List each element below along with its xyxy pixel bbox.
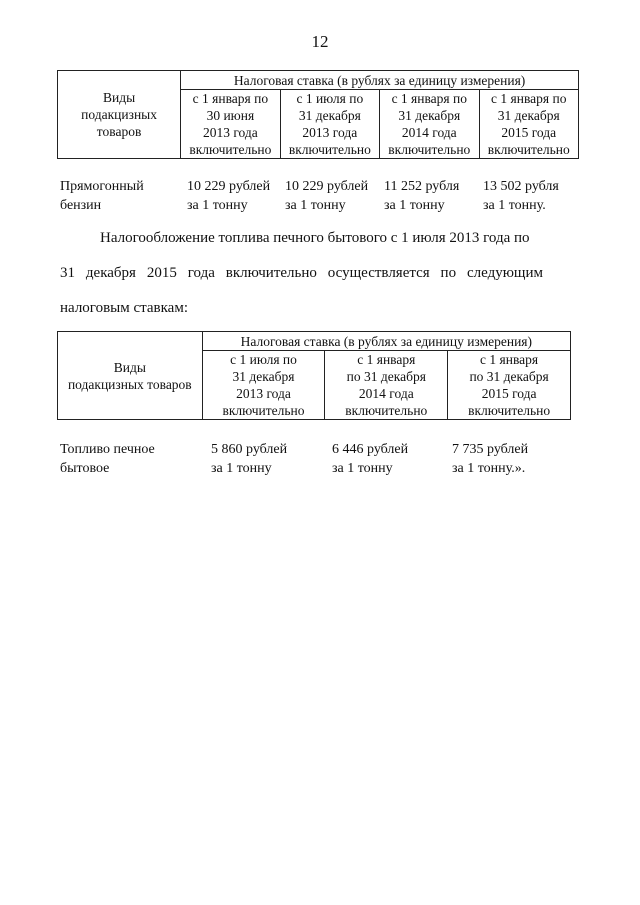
rate-unit: за 1 тонну.». [452, 461, 526, 476]
product-line: Прямогонный [60, 179, 144, 194]
period-line: 31 декабря [232, 369, 295, 384]
period-line: 2013 года [202, 125, 258, 140]
period-line: включительно [288, 142, 371, 157]
rate-value [452, 440, 528, 478]
period-line: 30 июня [206, 108, 255, 123]
period-cell [202, 351, 325, 420]
period-cell [479, 90, 578, 159]
period-line: включительно [345, 403, 428, 418]
period-line: 2015 года [501, 125, 557, 140]
product-line: бытовое [60, 461, 110, 476]
paragraph-line-3: налоговым ставкам: [60, 300, 188, 316]
period-line: по 31 декабря [346, 369, 426, 384]
product-line: Топливо печное [60, 442, 155, 457]
rate-unit: за 1 тонну [211, 461, 272, 476]
rate-header: Налоговая ставка (в рублях за единицу измерения) [181, 71, 579, 90]
period-cell [325, 351, 448, 420]
period-line: с 1 января по [192, 91, 269, 106]
rate-amount: 5 860 рублей [211, 442, 288, 457]
rate-value [187, 177, 270, 215]
period-line: включительно [487, 142, 570, 157]
period-line: с 1 января по [391, 91, 467, 106]
rate-amount: 11 252 рубля [384, 179, 460, 194]
types-header-line: Виды [113, 359, 146, 375]
tax-rate-table-gasoline [57, 70, 579, 159]
rate-unit: за 1 тонну [384, 198, 445, 213]
period-line: с 1 января [480, 352, 539, 367]
period-line: 31 декабря [298, 108, 361, 123]
period-line: 2013 года [236, 386, 291, 401]
types-header-line: подакцизных товаров [67, 376, 192, 392]
rate-header: Налоговая ставка (в рублях за единицу измерения) [202, 332, 570, 351]
tax-rate-table-heating-fuel [57, 331, 571, 420]
period-line: 2013 года [302, 125, 358, 140]
types-header-line: подакцизных [81, 107, 157, 122]
period-cell [280, 90, 379, 159]
types-header-cell [58, 332, 203, 420]
period-line: 31 декабря [398, 108, 461, 123]
period-line: с 1 июля по [230, 352, 297, 367]
rate-amount: 10 229 рублей [285, 179, 369, 194]
period-line: 2014 года [358, 386, 414, 401]
period-line: включительно [189, 142, 272, 157]
product-name [60, 440, 155, 478]
period-line: 31 декабря [497, 108, 560, 123]
rate-amount: 6 446 рублей [332, 442, 409, 457]
rate-value [483, 177, 559, 215]
period-cell [380, 90, 479, 159]
rate-amount: 10 229 рублей [187, 179, 271, 194]
period-line: 2015 года [481, 386, 537, 401]
types-header-cell [58, 71, 181, 159]
period-cell [448, 351, 571, 420]
rate-value [332, 440, 408, 478]
period-line: включительно [468, 403, 551, 418]
period-line: 2014 года [401, 125, 457, 140]
rate-value [285, 177, 368, 215]
period-line: с 1 января по [491, 91, 567, 106]
rate-unit: за 1 тонну [332, 461, 393, 476]
paragraph-line-1: Налогообложение топлива печного бытового с 1 июля 2013 года по [100, 230, 530, 246]
period-line: по 31 декабря [469, 369, 549, 384]
product-name [60, 177, 144, 215]
rate-unit: за 1 тонну. [483, 198, 546, 213]
types-header-line: Виды [102, 90, 136, 105]
types-header-line: товаров [96, 124, 142, 139]
rate-value [384, 177, 459, 215]
rate-value [211, 440, 287, 478]
rate-amount: 13 502 рубля [483, 179, 559, 194]
page-number: 12 [311, 32, 329, 51]
period-line: включительно [222, 403, 305, 418]
rate-amount: 7 735 рублей [452, 442, 529, 457]
product-line: бензин [60, 198, 102, 213]
period-cell [181, 90, 280, 159]
period-line: включительно [388, 142, 471, 157]
period-line: с 1 июля по [296, 91, 364, 106]
paragraph-line-2: 31 декабря 2015 года включительно осуществляется по следующим [60, 265, 543, 281]
period-line: с 1 января [357, 352, 416, 367]
rate-unit: за 1 тонну [187, 198, 248, 213]
rate-unit: за 1 тонну [285, 198, 346, 213]
